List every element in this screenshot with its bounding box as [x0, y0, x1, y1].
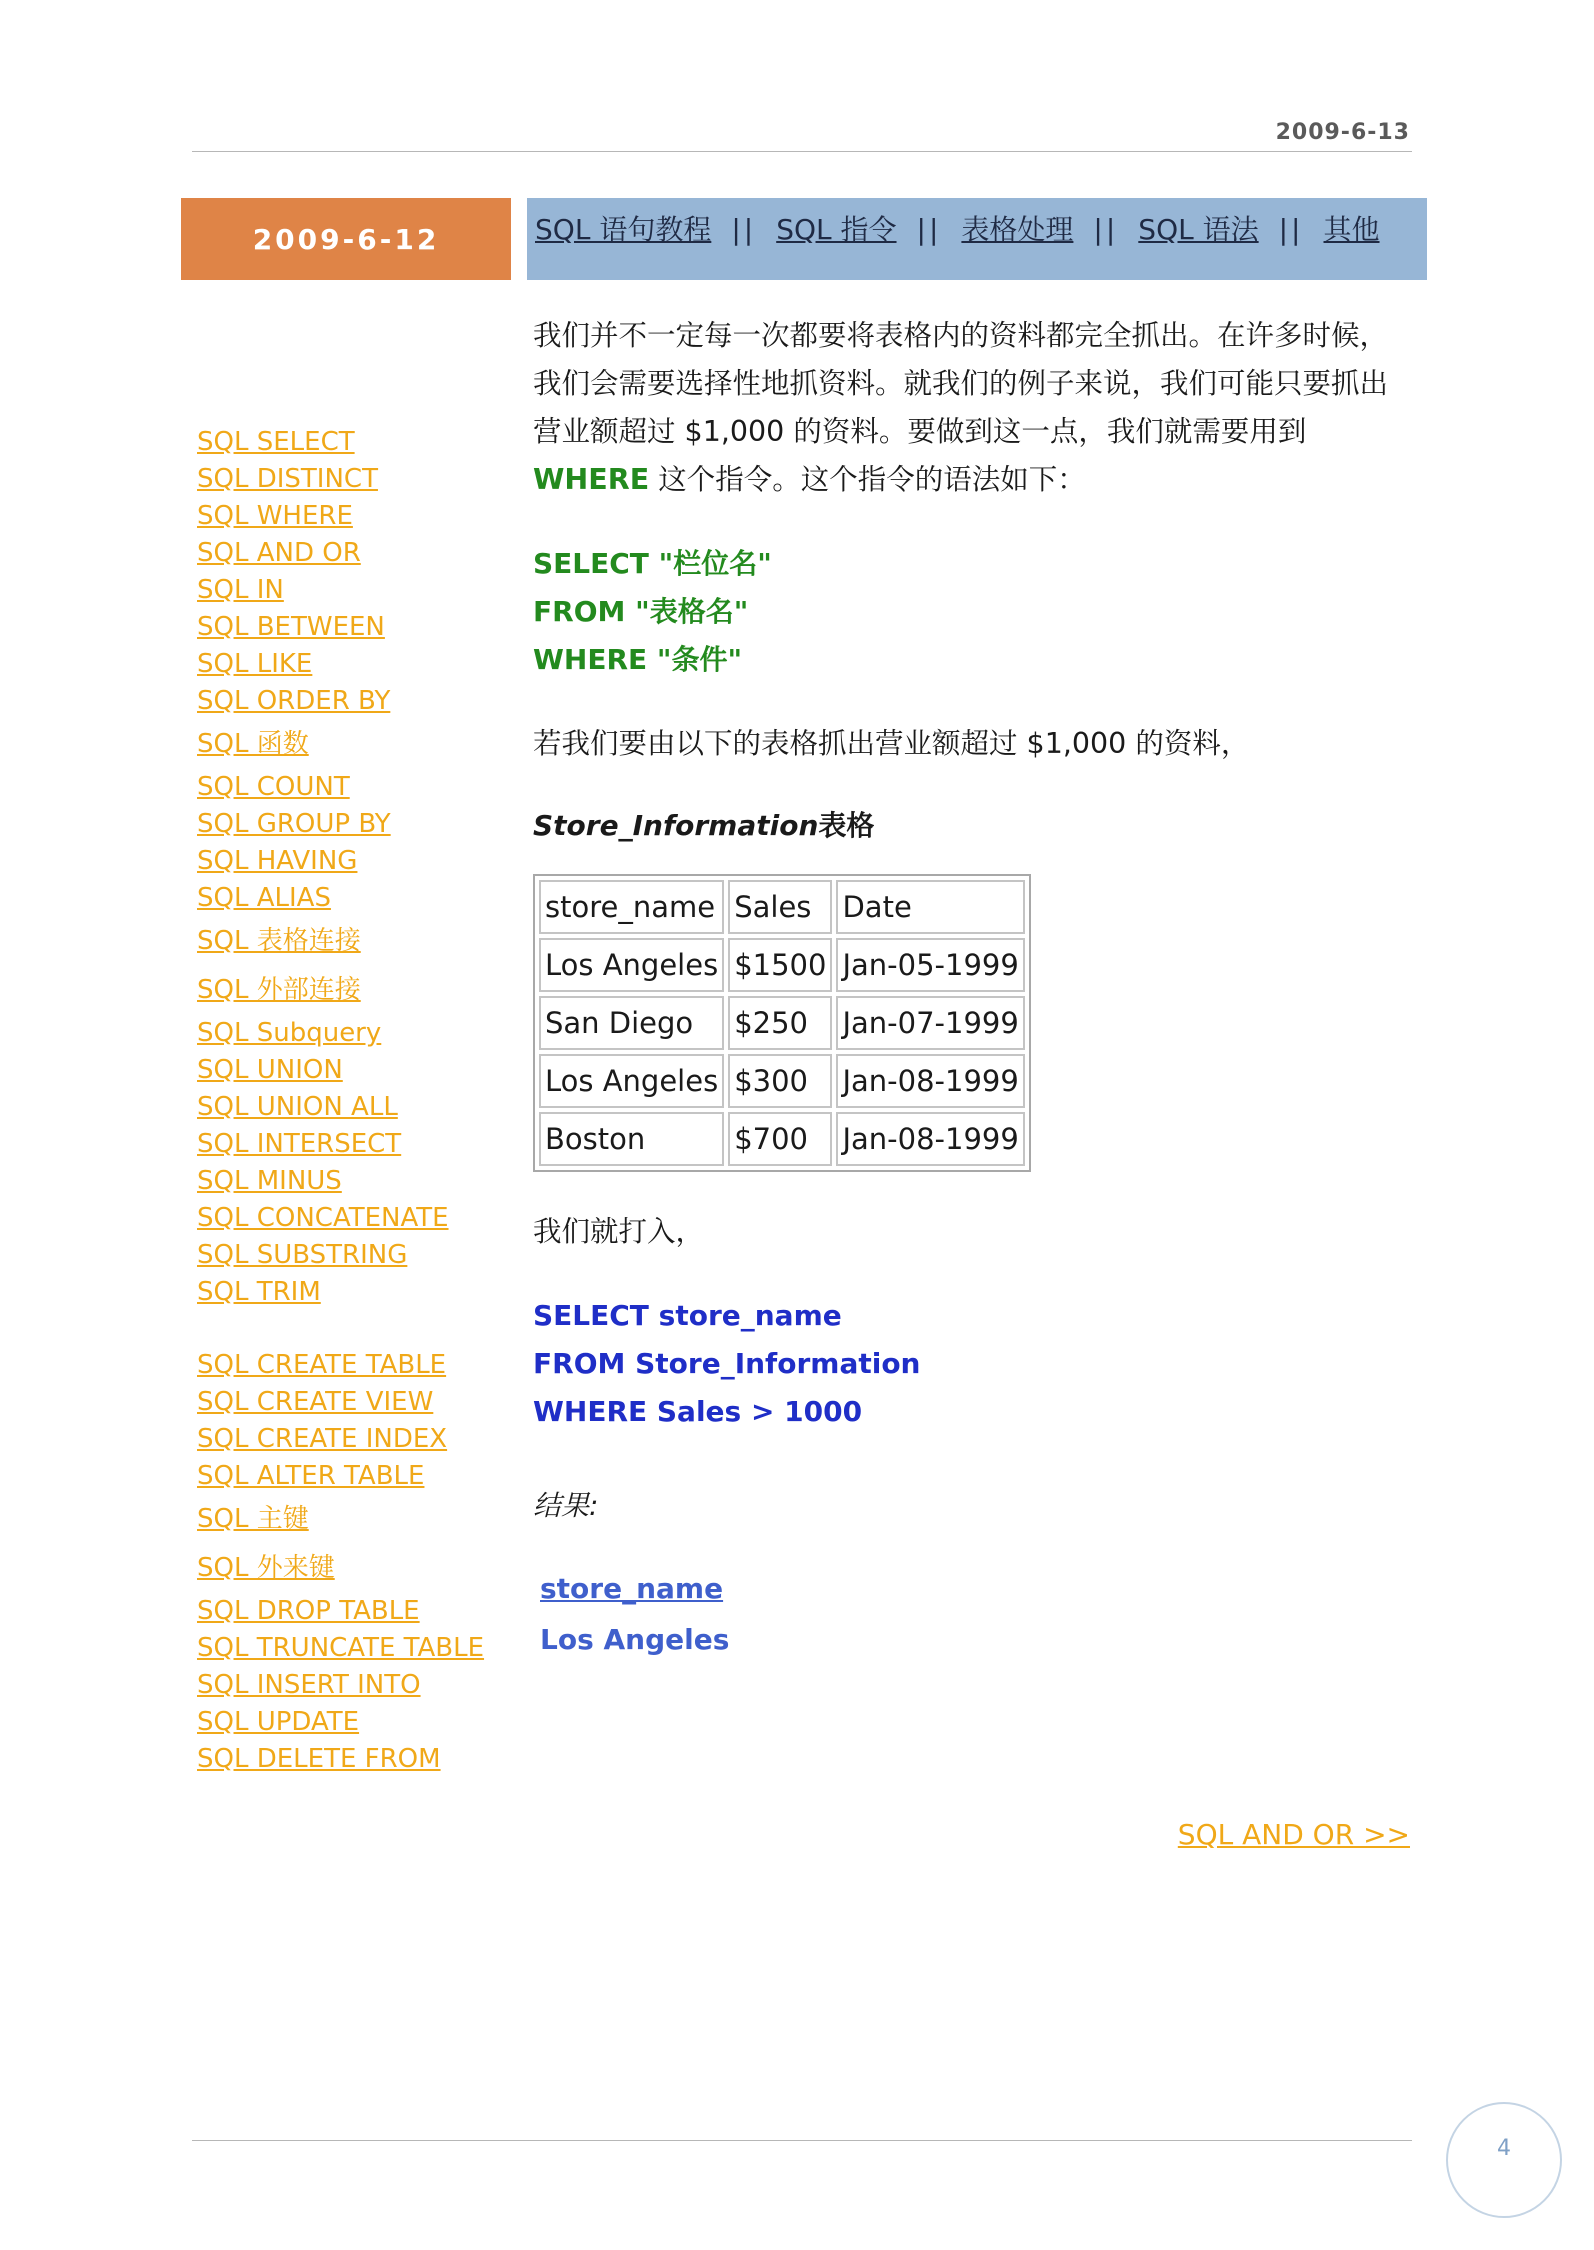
table-row — [539, 1054, 1025, 1108]
table-cell: San Diego — [539, 996, 724, 1050]
sidebar-link-where[interactable]: SQL WHERE — [197, 501, 353, 531]
main-content — [533, 312, 1413, 1656]
sidebar-link-create-view[interactable]: SQL CREATE VIEW — [197, 1387, 434, 1417]
sidebar-link-distinct[interactable]: SQL DISTINCT — [197, 464, 378, 494]
intro-keyword-where: WHERE — [533, 463, 650, 496]
table-header-cell: Date — [836, 880, 1024, 934]
syntax-line-select: SELECT "栏位名" — [533, 547, 772, 580]
top-nav-bar — [527, 198, 1427, 280]
type-prompt: 我们就打入， — [533, 1215, 705, 1248]
sidebar-gap — [197, 1311, 497, 1347]
table-cell: Los Angeles — [539, 1054, 724, 1108]
table-cell: $250 — [728, 996, 832, 1050]
table-cell: Jan-08-1999 — [836, 1112, 1024, 1166]
table-row — [539, 1112, 1025, 1166]
syntax-block — [533, 540, 1413, 684]
sidebar-link-alter-table[interactable]: SQL ALTER TABLE — [197, 1461, 425, 1491]
header-rule — [192, 151, 1412, 152]
table-cell: Jan-05-1999 — [836, 938, 1024, 992]
sidebar-link-update[interactable]: SQL UPDATE — [197, 1707, 360, 1737]
table-header-cell: store_name — [539, 880, 724, 934]
intro-text-before: 我们并不一定每一次都要将表格内的资料都完全抓出。在许多时候，我们会需要选择性地抓资料。就我们的例子来说，我们可能只要抓出营业额超过 $1,000 的资料。要做到这一点，我们就需要用到 — [533, 319, 1389, 448]
table-caption-suffix: 表格 — [818, 809, 875, 842]
query-line-where: WHERE Sales > 1000 — [533, 1395, 863, 1428]
nav-separator: || — [1278, 213, 1304, 246]
nav-link-syntax[interactable]: SQL 语法 — [1138, 213, 1259, 246]
sidebar-link-and-or[interactable]: SQL AND OR — [197, 538, 361, 568]
nav-row — [535, 208, 1380, 248]
nav-link-other[interactable]: 其他 — [1323, 213, 1380, 246]
sidebar-link-join[interactable]: SQL 表格连接 — [197, 926, 361, 956]
sidebar-link-insert-into[interactable]: SQL INSERT INTO — [197, 1670, 421, 1700]
sidebar-link-trim[interactable]: SQL TRIM — [197, 1277, 321, 1307]
table-row — [539, 938, 1025, 992]
sidebar-link-like[interactable]: SQL LIKE — [197, 649, 313, 679]
page-number: 4 — [1497, 2136, 1511, 2161]
sidebar-link-substring[interactable]: SQL SUBSTRING — [197, 1240, 408, 1270]
sidebar-link-between[interactable]: SQL BETWEEN — [197, 612, 385, 642]
nav-link-tables[interactable]: 表格处理 — [961, 213, 1074, 246]
sidebar-link-create-table[interactable]: SQL CREATE TABLE — [197, 1350, 447, 1380]
sidebar-link-intersect[interactable]: SQL INTERSECT — [197, 1129, 402, 1159]
sidebar-link-group-by[interactable]: SQL GROUP BY — [197, 809, 391, 839]
date-box — [181, 198, 511, 280]
sidebar-link-union-all[interactable]: SQL UNION ALL — [197, 1092, 398, 1122]
sidebar-link-subquery[interactable]: SQL Subquery — [197, 1018, 382, 1048]
result-column-header: store_name — [540, 1572, 724, 1605]
intro-paragraph — [533, 312, 1413, 504]
table-header-row — [539, 880, 1025, 934]
nav-link-commands[interactable]: SQL 指令 — [776, 213, 897, 246]
sidebar-link-union[interactable]: SQL UNION — [197, 1055, 343, 1085]
table-caption-name: Store_Information — [533, 809, 819, 842]
sidebar-link-outer-join[interactable]: SQL 外部连接 — [197, 975, 361, 1005]
table-header-cell: Sales — [728, 880, 832, 934]
sidebar-link-foreign-key[interactable]: SQL 外来键 — [197, 1553, 335, 1583]
table-cell: $1500 — [728, 938, 832, 992]
result-value: Los Angeles — [540, 1623, 730, 1656]
query-line-from: FROM Store_Information — [533, 1347, 921, 1380]
sidebar-link-select[interactable]: SQL SELECT — [197, 427, 355, 457]
sidebar-link-having[interactable]: SQL HAVING — [197, 846, 358, 876]
footer-rule — [192, 2140, 1412, 2141]
sidebar-link-delete-from[interactable]: SQL DELETE FROM — [197, 1744, 441, 1774]
header-date: 2009-6-13 — [1275, 120, 1410, 145]
table-cell: Jan-07-1999 — [836, 996, 1024, 1050]
intro-text-after: 这个指令。这个指令的语法如下： — [649, 463, 1086, 496]
sidebar-link-create-index[interactable]: SQL CREATE INDEX — [197, 1424, 448, 1454]
table-cell: Jan-08-1999 — [836, 1054, 1024, 1108]
example-intro: 若我们要由以下的表格抓出营业额超过 $1,000 的资料， — [533, 727, 1250, 760]
sidebar-link-concatenate[interactable]: SQL CONCATENATE — [197, 1203, 449, 1233]
sidebar-link-minus[interactable]: SQL MINUS — [197, 1166, 342, 1196]
table-cell: $700 — [728, 1112, 832, 1166]
sidebar-link-primary-key[interactable]: SQL 主键 — [197, 1504, 309, 1534]
syntax-line-from: FROM "表格名" — [533, 595, 749, 628]
sidebar-link-in[interactable]: SQL IN — [197, 575, 284, 605]
sidebar-link-alias[interactable]: SQL ALIAS — [197, 883, 331, 913]
next-page-link[interactable]: SQL AND OR >> — [1177, 1818, 1410, 1851]
query-block — [533, 1292, 1413, 1436]
nav-link-tutorial[interactable]: SQL 语句教程 — [535, 213, 712, 246]
sidebar — [197, 424, 497, 1778]
table-cell: Los Angeles — [539, 938, 724, 992]
nav-separator: || — [731, 213, 757, 246]
sidebar-link-truncate-table[interactable]: SQL TRUNCATE TABLE — [197, 1633, 485, 1663]
page-number-badge — [1446, 2102, 1562, 2218]
table-caption — [533, 804, 1413, 844]
sidebar-link-functions[interactable]: SQL 函数 — [197, 729, 309, 759]
nav-separator: || — [916, 213, 942, 246]
table-row — [539, 996, 1025, 1050]
sidebar-link-order-by[interactable]: SQL ORDER BY — [197, 686, 391, 716]
sidebar-link-count[interactable]: SQL COUNT — [197, 772, 350, 802]
table-cell: Boston — [539, 1112, 724, 1166]
nav-separator: || — [1093, 213, 1119, 246]
store-information-table — [533, 874, 1031, 1172]
query-line-select: SELECT store_name — [533, 1299, 842, 1332]
sidebar-link-drop-table[interactable]: SQL DROP TABLE — [197, 1596, 420, 1626]
table-cell: $300 — [728, 1054, 832, 1108]
date-box-label: 2009-6-12 — [252, 222, 440, 256]
syntax-line-where: WHERE "条件" — [533, 643, 743, 676]
result-label: 结果: — [533, 1489, 599, 1522]
